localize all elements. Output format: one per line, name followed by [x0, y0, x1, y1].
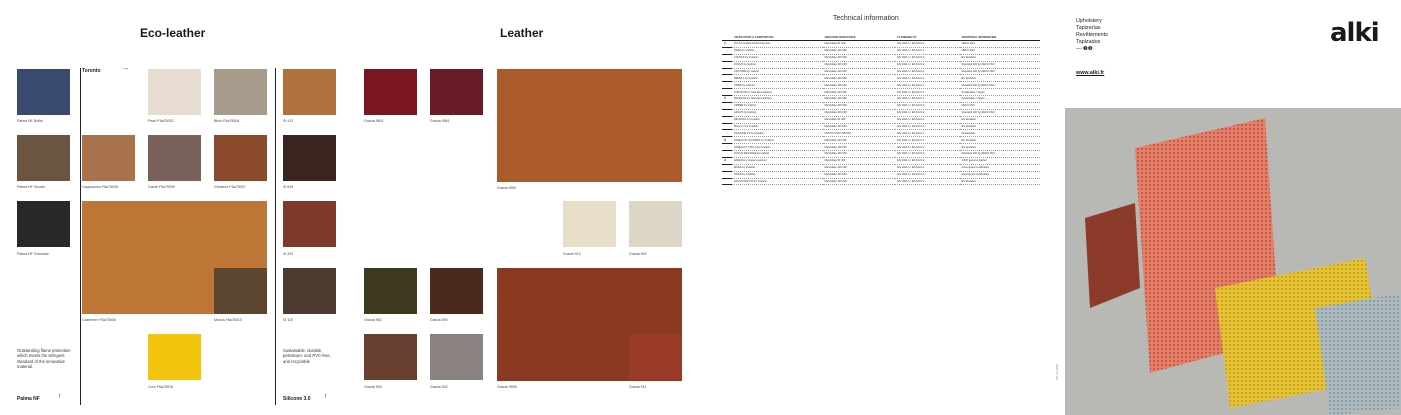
swatch-label: Si 203 — [283, 252, 294, 256]
table-cell-abr: Martindale 100 000 — [823, 109, 896, 116]
table-cell-name: HALLINGDAL 65 by Kvadrat — [732, 178, 823, 185]
table-cell-abr: Martindale 100 000 — [823, 47, 896, 54]
table-cell-name: STEELCUT TRIO 3 by Kvadrat — [732, 144, 823, 151]
swatch-label: Birch F6a75004 — [214, 119, 240, 123]
swatch-label: Gracia 9501 — [364, 119, 384, 123]
table-cell-info: EU Ecolabel — [960, 75, 1040, 82]
table-cell-info: EU Ecolabel — [960, 116, 1040, 123]
table-cell-flame: EN 1021-1 / EN 1021-2 — [895, 116, 959, 123]
leather-title: Leather — [500, 26, 544, 40]
table-cell-abr: Martindale 100 000 — [823, 82, 896, 89]
swatch-chestnut[interactable] — [214, 135, 267, 181]
table-cell-flame: EN 1021-1 / EN 1021-2 — [895, 137, 959, 144]
table-cell-flame: EN 1021-1 / EN 1021-2 — [895, 151, 959, 158]
swatch-label: Cashmere F6a75006 — [82, 318, 116, 322]
table-cell-info: Standard 100 by OEKO-TEX — [960, 68, 1040, 75]
table-cell-abr: Martindale 100 000 — [823, 137, 896, 144]
swatch-gracia-942[interactable] — [430, 334, 483, 380]
swatch-label: Palma NF Smoke — [17, 185, 46, 189]
upholstery-line: Revêtements — [1076, 32, 1108, 38]
table-row — [722, 137, 1040, 144]
table-row — [722, 109, 1040, 116]
table-cell-abr: Martindale 100 000 — [823, 75, 896, 82]
table-cell-flame: EN 1021-1 / EN 1021-2 — [895, 82, 959, 89]
table-cell-grp — [722, 116, 732, 123]
upholstery-line: Tapizerías — [1076, 25, 1101, 31]
swatch-gracia-900[interactable] — [430, 268, 483, 314]
table-row — [722, 116, 1040, 123]
tech-info-title: Technical information — [833, 15, 899, 22]
table-cell-info: Greenguard certification — [960, 164, 1040, 171]
table-cell-flame: EN 1021-1 / EN 1021-2 — [895, 144, 959, 151]
swatch-label: Si 815 — [283, 185, 294, 189]
table-cell-info: OEKO-TEX — [960, 47, 1040, 54]
table-cell-info: 100% genuine leather — [960, 157, 1040, 164]
table-cell-grp: 3 — [722, 137, 732, 144]
table-cell-info: OEKO-TEX — [960, 41, 1040, 48]
table-row — [722, 130, 1040, 137]
swatch-pearl[interactable] — [148, 69, 201, 115]
swatch-si-115[interactable] — [283, 268, 336, 314]
table-cell-info: EU Ecolabel — [960, 137, 1040, 144]
table-cell-abr: Martindale 100 000 — [823, 178, 896, 185]
table-cell-grp — [722, 164, 732, 171]
table-cell-name: MOLLY 2 by Kvadrat — [732, 123, 823, 130]
swatch-gracia-9501[interactable] — [364, 69, 417, 115]
swatch-label: Corn F6a75018 — [148, 385, 173, 389]
table-cell-grp — [722, 109, 732, 116]
table-cell-name: ARGOS by Gabriel — [732, 109, 823, 116]
table-cell-name: CANVAS by Kvadrat — [732, 54, 823, 61]
table-cell-info: Standard 100 by OEKO-TEX — [960, 61, 1040, 68]
swatch-gracia-9561[interactable] — [430, 69, 483, 115]
swatch-mocca[interactable] — [214, 268, 267, 314]
table-cell-name: SILICONE 3.0 by Kvadrat — [732, 130, 823, 137]
swatch-label: Carob F6a75009 — [148, 185, 175, 189]
arrow-up-icon: ↑ — [58, 393, 62, 400]
swatch-label: Si 115 — [283, 318, 293, 322]
table-cell-name: TORONTO by Skai (Eco-leather) — [732, 89, 823, 96]
table-cell-name: MODE by Kvadrat — [732, 164, 823, 171]
swatch-label: Gracia 942 — [430, 385, 448, 389]
table-row — [722, 171, 1040, 178]
swatch-label: Mocca F6a75010 — [214, 318, 242, 322]
table-cell-flame: EN 1021-1 / EN 1021-2 — [895, 61, 959, 68]
table-header-cell: ABRASION RESISTANCE — [823, 35, 896, 41]
swatch-palma-schwartz[interactable] — [17, 201, 70, 247]
swatch-gracia-902[interactable] — [629, 201, 682, 247]
swatch-label: Gracia 9567 — [497, 186, 517, 190]
toronto-label: Toronto — [82, 68, 101, 74]
divider — [275, 68, 276, 405]
table-row — [722, 68, 1040, 75]
table-cell-grp — [722, 61, 732, 68]
table-cell-flame: EN 1021-1 / EN 1021-2 — [895, 102, 959, 109]
table-cell-info: Standard 100 by OEKO-TEX — [960, 109, 1040, 116]
tech-info-table — [722, 35, 1040, 185]
table-cell-info: OEKO-TEX — [960, 102, 1040, 109]
table-cell-name: PALMA NF by Skai (Eco-leather) — [732, 96, 823, 103]
table-cell-abr: ASTM D 4157 200 000 — [823, 130, 896, 137]
table-cell-info: EU Ecolabel — [960, 54, 1040, 61]
table-cell-flame: EN 1021-1 / EN 1021-2 — [895, 89, 959, 96]
table-cell-name: FOCUS by Gabriel — [732, 61, 823, 68]
table-header-cell: ADDITIONAL INFORMATION — [960, 35, 1040, 41]
table-cell-grp — [722, 82, 732, 89]
swatch-label: Gracia 908 — [364, 385, 382, 389]
swatch-gracia-9567[interactable] — [497, 69, 682, 182]
arrow-right-icon: → — [122, 65, 129, 72]
table-row — [722, 178, 1040, 185]
arrow-up-icon: ↑ — [324, 393, 328, 400]
eco-leather-title: Eco-leather — [140, 26, 206, 40]
table-header-cell: FLAMMABILITY — [895, 35, 959, 41]
swatch-palma-bolito[interactable] — [17, 69, 70, 115]
swatch-si-203[interactable] — [283, 201, 336, 247]
table-row — [722, 102, 1040, 109]
table-row — [722, 164, 1040, 171]
table-cell-flame: EN 1021-1 / EN 1021-2 — [895, 164, 959, 171]
table-row — [722, 82, 1040, 89]
table-cell-info: EU Ecolabel — [960, 123, 1040, 130]
swatch-gracia-913[interactable] — [563, 201, 616, 247]
photo-note: MT 21 2020 — [1055, 364, 1059, 380]
table-cell-abr: Martindale 100 000 — [823, 89, 896, 96]
swatch-label: Si 412 — [283, 119, 294, 123]
table-row — [722, 75, 1040, 82]
alki-logo: alki — [1330, 18, 1379, 48]
table-cell-abr: Martindale 100 000 — [823, 164, 896, 171]
silicone-note: Sustainable, durable, petroleum- and PVC-free, and recyclable — [283, 348, 331, 364]
table-cell-grp — [722, 130, 732, 137]
table-row — [722, 151, 1040, 158]
table-row — [722, 61, 1040, 68]
table-cell-abr: Martindale 100 000 — [823, 151, 896, 158]
table-cell-name: STEELCUT QUARTET by Kvadrat — [732, 137, 823, 144]
swatch-label: Pearl F6a75002 — [148, 119, 174, 123]
swatch-label: Gracia 962 — [364, 318, 382, 322]
swatch-si-815[interactable] — [283, 135, 336, 181]
table-row — [722, 47, 1040, 54]
swatch-carob[interactable] — [148, 135, 201, 181]
swatch-cappuccino[interactable] — [82, 135, 135, 181]
divider — [80, 68, 81, 405]
table-cell-info: Greenguard certification — [960, 171, 1040, 178]
table-cell-flame: EN 1021-1 / EN 1021-2 — [895, 75, 959, 82]
table-cell-flame: EN 1021-1 / EN 1021-2 — [895, 130, 959, 137]
table-row — [722, 54, 1040, 61]
table-row — [722, 144, 1040, 151]
swatch-gracia-908[interactable] — [364, 334, 417, 380]
table-cell-name: REMIX 3 by Kvadrat — [732, 75, 823, 82]
table-cell-grp — [722, 68, 732, 75]
table-cell-info: Sustainable — [960, 130, 1040, 137]
table-cell-name: GRACIA by Gracia (Leather) — [732, 157, 823, 164]
table-cell-info: Sustainable / Vegan — [960, 96, 1040, 103]
swatch-label: Gracia 9599 — [497, 385, 517, 389]
swatch-gracia-911[interactable] — [629, 334, 682, 380]
table-cell-grp — [722, 171, 732, 178]
table-cell-grp: 4 — [722, 157, 732, 164]
table-cell-flame: EN 1021-1 / EN 1021-2 — [895, 47, 959, 54]
table-cell-info: Sustainable / Vegan — [960, 89, 1040, 96]
table-cell-name: UMBER by Gabriel — [732, 102, 823, 109]
table-cell-grp — [722, 123, 732, 130]
table-cell-name: VANIR by Kvadrat — [732, 171, 823, 178]
table-cell-flame: EN 1021-1 / EN 1021-2 — [895, 54, 959, 61]
table-cell-name: CRISP by Gabriel — [732, 82, 823, 89]
table-cell-info: EU Ecolabel — [960, 178, 1040, 185]
table-cell-flame: EN 1021-1 / EN 1021-2 — [895, 109, 959, 116]
swatch-label: Gracia 900 — [430, 318, 448, 322]
upholstery-line: Tapizados — [1076, 39, 1101, 45]
upholstery-languages — [1076, 18, 1108, 53]
table-cell-abr: Martindale 100 000 — [823, 54, 896, 61]
table-cell-grp — [722, 151, 732, 158]
swatch-palma-smoke[interactable] — [17, 135, 70, 181]
table-cell-flame: EN 1021-1 / EN 1021-2 — [895, 178, 959, 185]
table-cell-abr: Martindale 100 000 — [823, 171, 896, 178]
table-cell-flame: EN 1021-1 / EN 1021-2 — [895, 41, 959, 48]
swatch-label: Chestnut F6a75007 — [214, 185, 246, 189]
table-row — [722, 41, 1040, 48]
blue-fabric-sample — [1315, 293, 1401, 415]
table-cell-abr: Martindale 80 000 — [823, 41, 896, 48]
table-cell-abr: Martindale 100 000 — [823, 123, 896, 130]
upholstery-line: Upholstery — [1076, 18, 1102, 24]
swatch-corn[interactable] — [148, 334, 201, 380]
website-link[interactable]: www.alki.fr — [1076, 70, 1105, 76]
table-cell-flame: EN 1021-1 / EN 1021-2 — [895, 157, 959, 164]
table-cell-flame: EN 1021-1 / EN 1021-2 — [895, 123, 959, 130]
swatch-label: Palma NF Bolito — [17, 119, 43, 123]
table-cell-abr: Martindale 50 000 — [823, 116, 896, 123]
table-cell-name: ORAN by Gabriel — [732, 47, 823, 54]
table-cell-name: CAPTURE by Gabriel — [732, 68, 823, 75]
fabric-samples-photo — [1065, 108, 1401, 415]
table-cell-grp — [722, 47, 732, 54]
table-row — [722, 96, 1040, 103]
table-cell-grp — [722, 75, 732, 82]
table-cell-abr: Martindale 50 000 — [823, 157, 896, 164]
table-cell-grp: 2 — [722, 96, 732, 103]
table-cell-name: RE-WOOL by Kvadrat — [732, 116, 823, 123]
table-header-cell: UPHOLSTERY & COMPOSITION — [732, 35, 823, 41]
swatch-label: Palma NF Schwartz — [17, 252, 49, 256]
table-cell-name: ITO by Kvadrat 100% Polyester — [732, 41, 823, 48]
table-cell-abr: Martindale 100 000 — [823, 68, 896, 75]
tech-table-body — [722, 41, 1040, 185]
swatch-label: Gracia 9561 — [430, 119, 450, 123]
swatch-gracia-962[interactable] — [364, 268, 417, 314]
table-cell-abr: Martindale 100 000 — [823, 96, 896, 103]
table-cell-grp — [722, 144, 732, 151]
table-cell-grp — [722, 54, 732, 61]
table-row — [722, 89, 1040, 96]
table-cell-flame: EN 1021-1 / EN 1021-2 — [895, 68, 959, 75]
table-cell-abr: Martindale 100 000 — [823, 144, 896, 151]
swatch-label: Gracia 911 — [629, 385, 647, 389]
table-cell-abr: Martindale 100 000 — [823, 61, 896, 68]
swatch-label: Gracia 913 — [563, 252, 581, 256]
table-cell-abr: Martindale 100 000 — [823, 102, 896, 109]
palma-footer-label: Palma NF — [17, 396, 40, 402]
table-cell-grp: 1 — [722, 41, 732, 48]
table-cell-grp — [722, 178, 732, 185]
swatch-label: Gracia 902 — [629, 252, 647, 256]
table-cell-flame: EN 1021-1 / EN 1021-2 — [895, 171, 959, 178]
swatch-si-412[interactable] — [283, 69, 336, 115]
eco-leather-note: Outstanding flame protection which meets the stringent standard of the innovative material. — [17, 348, 71, 370]
table-cell-flame: EN 1021-1 / EN 1021-2 — [895, 96, 959, 103]
table-cell-info: Standard 100 by OEKO-TEX — [960, 151, 1040, 158]
table-cell-name: FOCUS MELANGE by Gabriel — [732, 151, 823, 158]
table-cell-grp — [722, 102, 732, 109]
silicone-footer-label: Silicone 3.0 — [283, 396, 311, 402]
table-row — [722, 123, 1040, 130]
table-cell-info: Standard 100 by OEKO-TEX — [960, 82, 1040, 89]
swatch-label: Cappuccino F6a75005 — [82, 185, 119, 189]
table-row — [722, 157, 1040, 164]
upholstery-line: — ❶❷ — [1076, 46, 1093, 52]
table-cell-grp — [722, 89, 732, 96]
table-cell-info: EU Ecolabel — [960, 144, 1040, 151]
swatch-birch[interactable] — [214, 69, 267, 115]
